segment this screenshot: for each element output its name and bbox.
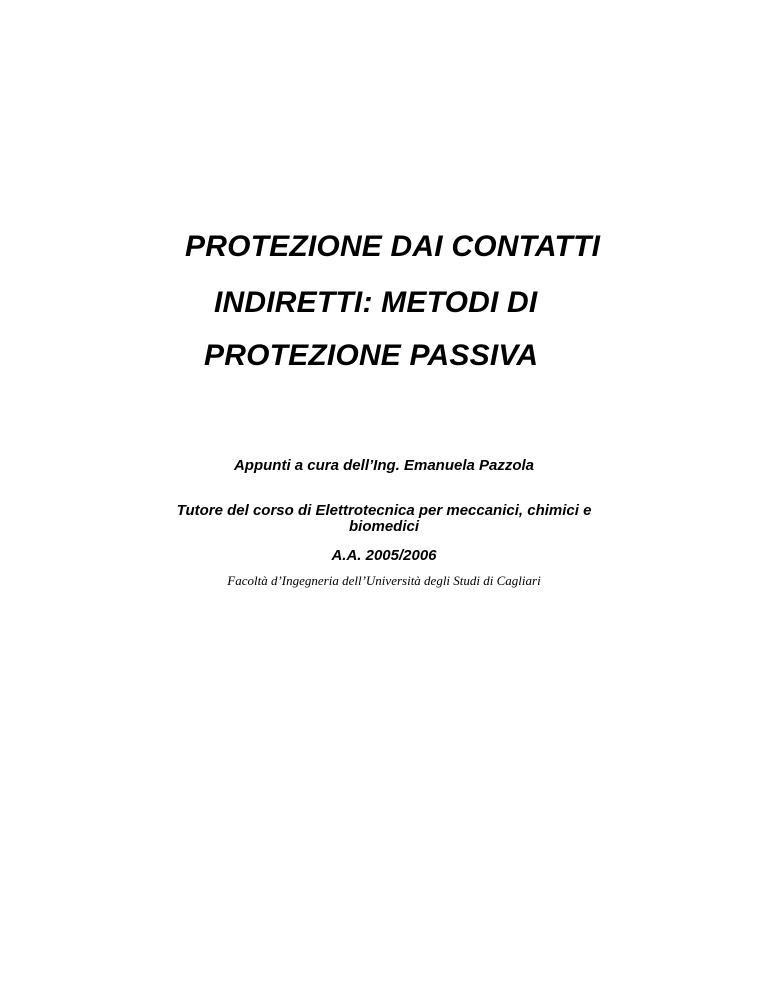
title-line-2: INDIRETTI: METODI DI <box>214 286 538 319</box>
title-line-1: PROTEZIONE DAI CONTATTI <box>185 230 601 263</box>
academic-year: A.A. 2005/2006 <box>331 547 437 564</box>
tutor-block <box>0 503 768 535</box>
title-line-3: PROTEZIONE PASSIVA <box>204 339 539 372</box>
tutor-line-1: Tutore del corso di Elettrotecnica per meccanici, chimici e <box>176 502 592 519</box>
author-line: Appunti a cura dell’Ing. Emanuela Pazzola <box>233 457 535 474</box>
faculty-line: Facoltà d’Ingegneria dell’Università degli Studi di Cagliari <box>227 573 541 588</box>
tutor-line-2: biomedici <box>348 518 419 535</box>
